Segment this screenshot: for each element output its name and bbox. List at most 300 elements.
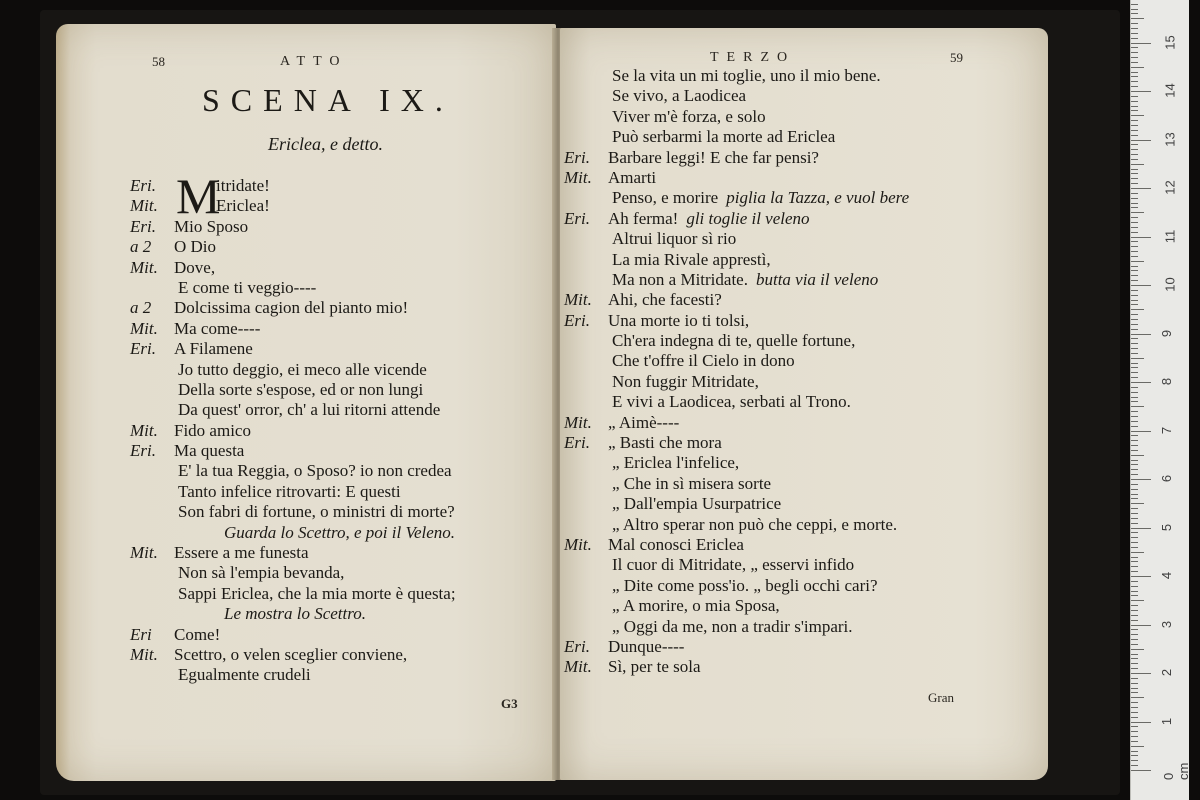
ruler-tick — [1131, 625, 1151, 626]
ruler-tick — [1131, 726, 1138, 727]
ruler-tick — [1131, 23, 1138, 24]
ruler-tick — [1131, 736, 1138, 737]
line-text: Ericlea! — [216, 196, 270, 216]
ruler-tick — [1131, 38, 1138, 39]
ruler-tick — [1131, 566, 1138, 567]
ruler-tick — [1131, 28, 1138, 29]
speaker-label: Eri. — [564, 310, 590, 330]
ruler-tick — [1131, 251, 1138, 252]
ruler-number: 14 — [1162, 83, 1178, 98]
verse-line — [564, 148, 909, 168]
ruler-tick — [1131, 707, 1138, 708]
ruler-tick — [1131, 43, 1151, 44]
line-text: Se vivo, a Laodicea — [612, 86, 747, 106]
ruler-tick — [1131, 266, 1138, 267]
verse-line — [564, 555, 909, 575]
ruler-tick — [1131, 173, 1138, 174]
ruler-tick — [1131, 528, 1151, 529]
ruler-tick — [1131, 18, 1144, 19]
ruler-tick — [1131, 67, 1144, 68]
line-text: Mal conosci Ericlea — [608, 534, 744, 554]
ruler-tick — [1131, 363, 1138, 364]
ruler-tick — [1131, 304, 1138, 305]
line-text: Jo tutto deggio, ei meco alle vicende — [178, 359, 427, 379]
ruler-tick — [1131, 658, 1138, 659]
verse-line — [564, 331, 909, 351]
line-text: Viver m'è forza, e solo — [612, 106, 766, 126]
ruler-tick — [1131, 765, 1138, 766]
ruler-tick — [1131, 387, 1138, 388]
ruler-tick — [1131, 193, 1138, 194]
ruler-number: 8 — [1159, 377, 1175, 386]
speaker-label: Mit. — [564, 290, 592, 310]
page-number-left: 58 — [152, 54, 165, 69]
ruler-tick — [1131, 702, 1138, 703]
verse-line — [564, 576, 909, 596]
ruler-tick — [1131, 644, 1138, 645]
ruler-tick — [1131, 717, 1138, 718]
ruler-tick — [1131, 334, 1151, 335]
stage-direction: gli toglie il veleno — [686, 208, 810, 228]
ruler-tick — [1131, 542, 1138, 543]
ruler-number: 1 — [1159, 717, 1175, 725]
ruler-tick — [1131, 329, 1138, 330]
ruler-tick — [1131, 605, 1138, 606]
line-text: Se la vita un mi toglie, uno il mio bene. — [612, 66, 881, 85]
ruler-tick — [1131, 508, 1138, 509]
speaker-label: Eri. — [130, 441, 156, 461]
line-text: Ma non a Mitridate. — [612, 269, 748, 289]
ruler-tick — [1131, 125, 1138, 126]
verse-line — [564, 494, 909, 514]
ruler-tick — [1131, 382, 1151, 383]
ruler-tick — [1131, 746, 1144, 747]
ruler-tick — [1131, 169, 1138, 170]
ruler-tick — [1131, 426, 1138, 427]
speaker-label: Mit. — [130, 196, 158, 216]
stage-direction: Guarda lo Scettro, e poi il Veleno. — [224, 522, 456, 542]
ruler-tick — [1131, 416, 1138, 417]
verse-line — [130, 584, 456, 604]
speaker-label: Mit. — [564, 657, 592, 677]
verse-line — [564, 413, 909, 433]
ruler-tick — [1131, 552, 1144, 553]
ruler-tick — [1131, 149, 1138, 150]
ruler-tick — [1131, 547, 1138, 548]
ruler-tick — [1131, 367, 1138, 368]
line-text: „ Dall'empia Usurpatrice — [612, 494, 782, 514]
verse-line — [564, 86, 909, 106]
verse-line — [130, 665, 456, 685]
ruler-tick — [1131, 275, 1138, 276]
line-text: Mio Sposo — [174, 216, 249, 236]
ruler-tick — [1131, 120, 1138, 121]
verse-line — [130, 217, 456, 237]
stage-direction: butta via il veleno — [755, 269, 879, 289]
line-text: Tanto infelice ritrovarti: E questi — [178, 481, 401, 501]
ruler-tick — [1131, 731, 1138, 732]
ruler-tick — [1131, 673, 1151, 674]
verse-line — [130, 523, 456, 543]
verse-line — [130, 543, 456, 563]
ruler-tick — [1131, 610, 1138, 611]
verse-line — [130, 380, 456, 400]
line-text: „ Oggi da me, non a tradir s'impari. — [612, 616, 853, 636]
ruler-tick — [1131, 595, 1138, 596]
line-text: Ma come---- — [174, 318, 261, 338]
line-text: „ Aimè---- — [608, 412, 680, 432]
line-text: Può serbarmi la morte ad Ericlea — [612, 127, 836, 147]
ruler-tick — [1131, 455, 1144, 456]
ruler-tick — [1131, 464, 1138, 465]
line-text: „ Altro sperar non può che ceppi, e morte. — [612, 514, 898, 534]
ruler-tick — [1131, 76, 1138, 77]
ruler-tick — [1131, 110, 1138, 111]
speaker-label: Eri. — [564, 208, 590, 228]
verse-line — [564, 453, 909, 473]
line-text: Non fuggir Mitridate, — [612, 371, 759, 391]
running-head-left: ATTO — [280, 54, 348, 69]
ruler-tick — [1131, 227, 1138, 228]
verse-line — [564, 270, 909, 290]
verse-line — [130, 258, 456, 278]
line-text: Barbare leggi! E che far pensi? — [608, 147, 819, 167]
speaker-label: a 2 — [130, 298, 152, 318]
ruler-number: 4 — [1159, 571, 1175, 580]
ruler-tick — [1131, 755, 1138, 756]
ruler-tick — [1131, 198, 1138, 199]
running-head-right: TERZO — [710, 50, 796, 65]
page-number-right: 59 — [950, 50, 963, 65]
ruler-tick — [1131, 411, 1138, 412]
ruler-tick — [1131, 692, 1138, 693]
line-text: Sì, per te sola — [608, 657, 701, 677]
ruler-tick — [1131, 634, 1138, 635]
ruler-tick — [1131, 518, 1138, 519]
verse-line — [564, 107, 909, 127]
ruler-tick — [1131, 479, 1151, 480]
stage-direction: Le mostra lo Scettro. — [224, 604, 366, 624]
ruler-tick — [1131, 57, 1138, 58]
verse-line — [564, 372, 909, 392]
line-text: A Filamene — [174, 339, 253, 359]
line-text: Altrui liquor sì rio — [612, 229, 737, 249]
verse-line — [564, 535, 909, 555]
ruler-tick — [1131, 431, 1151, 432]
ruler-tick — [1131, 532, 1138, 533]
ruler-tick — [1131, 343, 1138, 344]
verse-line — [130, 360, 456, 380]
line-text: Amarti — [608, 167, 657, 187]
signature-mark: G3 — [501, 696, 518, 711]
verse-line — [130, 421, 456, 441]
scene-characters: Ericlea, e detto. — [268, 134, 383, 154]
speaker-label: Eri. — [564, 636, 590, 656]
ruler-tick — [1131, 52, 1138, 53]
ruler-tick — [1131, 649, 1144, 650]
ruler-tick — [1131, 280, 1138, 281]
ruler-tick — [1131, 503, 1144, 504]
line-text: Scettro, o velen sceglier conviene, — [174, 644, 408, 664]
line-text: Della sorte s'espose, ed or non lungi — [178, 379, 424, 399]
ruler-tick — [1131, 115, 1144, 116]
verse-line — [564, 188, 909, 208]
ruler-tick — [1131, 688, 1138, 689]
ruler-tick — [1131, 663, 1138, 664]
verse-line — [564, 209, 909, 229]
verse-line — [564, 351, 909, 371]
ruler-tick — [1131, 47, 1138, 48]
ruler-tick — [1131, 576, 1151, 577]
line-text: Ahi, che facesti? — [608, 290, 722, 310]
ruler-tick — [1131, 72, 1138, 73]
ruler-number: 10 — [1162, 277, 1178, 292]
verse-line — [564, 515, 909, 535]
speaker-label: Eri. — [130, 339, 156, 359]
left-page-text — [130, 176, 456, 686]
verse-line — [564, 617, 909, 637]
ruler-tick — [1131, 270, 1138, 271]
ruler-number: 11 — [1162, 229, 1178, 243]
speaker-label: Eri — [130, 624, 152, 644]
ruler-tick — [1131, 222, 1138, 223]
ruler-number: 15 — [1162, 34, 1178, 50]
speaker-label: Mit. — [130, 318, 158, 338]
ruler-number: 12 — [1162, 180, 1178, 195]
ruler-tick — [1131, 683, 1138, 684]
speaker-label: Mit. — [564, 167, 592, 187]
speaker-label: Mit. — [564, 534, 592, 554]
ruler-tick — [1131, 33, 1138, 34]
ruler-tick — [1131, 557, 1138, 558]
stage-direction: piglia la Tazza, e vuol bere — [726, 188, 910, 208]
ruler-tick — [1131, 741, 1138, 742]
ruler-tick — [1131, 164, 1144, 165]
ruler-number: 13 — [1162, 131, 1178, 147]
ruler-tick — [1131, 212, 1144, 213]
ruler-tick — [1131, 406, 1144, 407]
ruler-tick — [1131, 498, 1138, 499]
ruler-tick — [1131, 770, 1151, 771]
line-text: Son fabri di fortune, o ministri di morte? — [178, 502, 455, 522]
line-text: „ Che in sì misera sorte — [612, 473, 772, 493]
verse-line — [130, 339, 456, 359]
ruler-tick — [1131, 620, 1138, 621]
ruler-tick — [1131, 600, 1144, 601]
verse-line — [130, 196, 456, 216]
right-page — [560, 28, 1048, 780]
measuring-ruler — [1130, 0, 1189, 800]
line-text: itridate! — [216, 176, 270, 195]
ruler-tick — [1131, 654, 1138, 655]
ruler-tick — [1131, 639, 1138, 640]
ruler-tick — [1131, 96, 1138, 97]
ruler-tick — [1131, 421, 1138, 422]
ruler-tick — [1131, 9, 1138, 10]
ruler-tick — [1131, 629, 1138, 630]
ruler-tick — [1131, 372, 1138, 373]
line-text: La mia Rivale apprestì, — [612, 249, 771, 269]
ruler-tick — [1131, 159, 1138, 160]
ruler-tick — [1131, 401, 1138, 402]
ruler-tick — [1131, 154, 1138, 155]
drop-cap: M — [176, 168, 221, 224]
ruler-tick — [1131, 106, 1138, 107]
ruler-tick — [1131, 285, 1151, 286]
verse-line — [130, 441, 456, 461]
verse-line — [564, 596, 909, 616]
left-page — [56, 24, 556, 781]
ruler-tick — [1131, 319, 1138, 320]
speaker-label: Eri. — [130, 176, 156, 195]
ruler-tick — [1131, 183, 1138, 184]
line-text: Non sà l'empia bevanda, — [178, 563, 345, 583]
ruler-tick — [1131, 513, 1138, 514]
ruler-number: 0 cm — [1161, 762, 1191, 780]
verse-line — [564, 66, 909, 86]
verse-line — [130, 604, 456, 624]
ruler-tick — [1131, 751, 1138, 752]
verse-line — [564, 250, 909, 270]
speaker-label: Mit. — [130, 543, 158, 563]
ruler-tick — [1131, 469, 1138, 470]
ruler-tick — [1131, 591, 1138, 592]
scene-title: SCENA IX. — [202, 82, 454, 118]
verse-line — [564, 474, 909, 494]
line-text: Ch'era indegna di te, quelle fortune, — [612, 331, 856, 351]
verse-line — [130, 298, 456, 318]
ruler-tick — [1131, 435, 1138, 436]
ruler-tick — [1131, 203, 1138, 204]
ruler-number: 2 — [1159, 668, 1175, 677]
ruler-tick — [1131, 314, 1138, 315]
ruler-tick — [1131, 130, 1138, 131]
ruler-tick — [1131, 722, 1151, 723]
line-text: E' la tua Reggia, o Sposo? io non credea — [178, 461, 452, 481]
line-text: „ Dite come poss'io. „ begli occhi cari? — [612, 575, 878, 595]
catchword: Gran — [928, 690, 954, 705]
ruler-number: 9 — [1159, 329, 1175, 337]
ruler-tick — [1131, 295, 1138, 296]
line-text: Ah ferma! — [608, 208, 679, 228]
ruler-tick — [1131, 523, 1138, 524]
ruler-tick — [1131, 440, 1138, 441]
ruler-tick — [1131, 232, 1138, 233]
ruler-tick — [1131, 484, 1138, 485]
verse-line — [130, 502, 456, 522]
line-text: Essere a me funesta — [174, 543, 309, 563]
ruler-tick — [1131, 494, 1138, 495]
line-text: Fido amico — [174, 420, 251, 440]
speaker-label: Eri. — [130, 216, 156, 236]
ruler-tick — [1131, 188, 1151, 189]
ruler-tick — [1131, 178, 1138, 179]
ruler-tick — [1131, 615, 1138, 616]
verse-line — [130, 645, 456, 665]
verse-line — [564, 168, 909, 188]
line-text: Sappi Ericlea, che la mia morte è questa; — [178, 583, 456, 603]
verse-line — [564, 637, 909, 657]
ruler-tick — [1131, 392, 1138, 393]
line-text: Ma questa — [174, 441, 245, 461]
verse-line — [564, 433, 909, 453]
ruler-number: 3 — [1159, 620, 1175, 628]
ruler-tick — [1131, 101, 1138, 102]
ruler-tick — [1131, 241, 1138, 242]
ruler-tick — [1131, 348, 1138, 349]
ruler-tick — [1131, 4, 1138, 5]
ruler-tick — [1131, 81, 1138, 82]
verse-line — [130, 400, 456, 420]
line-text: Una morte io ti tolsi, — [608, 310, 750, 330]
line-text: Dove, — [174, 257, 216, 277]
ruler-tick — [1131, 140, 1151, 141]
ruler-number: 6 — [1159, 474, 1175, 483]
ruler-tick — [1131, 261, 1144, 262]
ruler-number: 7 — [1159, 426, 1175, 434]
ruler-tick — [1131, 144, 1138, 145]
speaker-label: Eri. — [564, 433, 590, 453]
line-text: Dunque---- — [608, 636, 685, 656]
ruler-tick — [1131, 586, 1138, 587]
speaker-label: Mit. — [564, 412, 592, 432]
ruler-tick — [1131, 86, 1138, 87]
line-text: E vivi a Laodicea, serbati al Trono. — [612, 392, 851, 412]
ruler-tick — [1131, 207, 1138, 208]
ruler-tick — [1131, 450, 1138, 451]
ruler-tick — [1131, 712, 1138, 713]
verse-line — [130, 237, 456, 257]
verse-line — [130, 482, 456, 502]
ruler-tick — [1131, 309, 1144, 310]
ruler-tick — [1131, 338, 1138, 339]
ruler-tick — [1131, 760, 1138, 761]
speaker-label: a 2 — [130, 237, 152, 257]
verse-line — [130, 625, 456, 645]
verse-line — [564, 657, 909, 677]
ruler-tick — [1131, 445, 1138, 446]
ruler-tick — [1131, 324, 1138, 325]
line-text: „ Basti che mora — [608, 433, 722, 453]
ruler-tick — [1131, 300, 1138, 301]
speaker-label: Eri. — [564, 147, 590, 167]
verse-line — [564, 392, 909, 412]
line-text: Penso, e morire — [612, 188, 719, 208]
line-text: Dolcissima cagion del pianto mio! — [174, 298, 409, 318]
line-text: „ A morire, o mia Sposa, — [612, 596, 780, 616]
ruler-tick — [1131, 474, 1138, 475]
ruler-tick — [1131, 13, 1138, 14]
ruler-tick — [1131, 537, 1138, 538]
verse-line — [564, 229, 909, 249]
ruler-tick — [1131, 668, 1138, 669]
line-text: O Dio — [174, 237, 217, 257]
verse-line — [564, 290, 909, 310]
ruler-tick — [1131, 377, 1138, 378]
speaker-label: Mit. — [130, 257, 158, 277]
right-page-text — [564, 66, 909, 678]
ruler-tick — [1131, 697, 1144, 698]
ruler-tick — [1131, 256, 1138, 257]
ruler-tick — [1131, 460, 1138, 461]
line-text: „ Ericlea l'infelice, — [612, 453, 740, 473]
ruler-tick — [1131, 358, 1144, 359]
ruler-tick — [1131, 246, 1138, 247]
line-text: Da quest' orror, ch' a lui ritorni attende — [178, 400, 441, 420]
ruler-tick — [1131, 561, 1138, 562]
ruler-tick — [1131, 489, 1138, 490]
verse-line — [564, 127, 909, 147]
